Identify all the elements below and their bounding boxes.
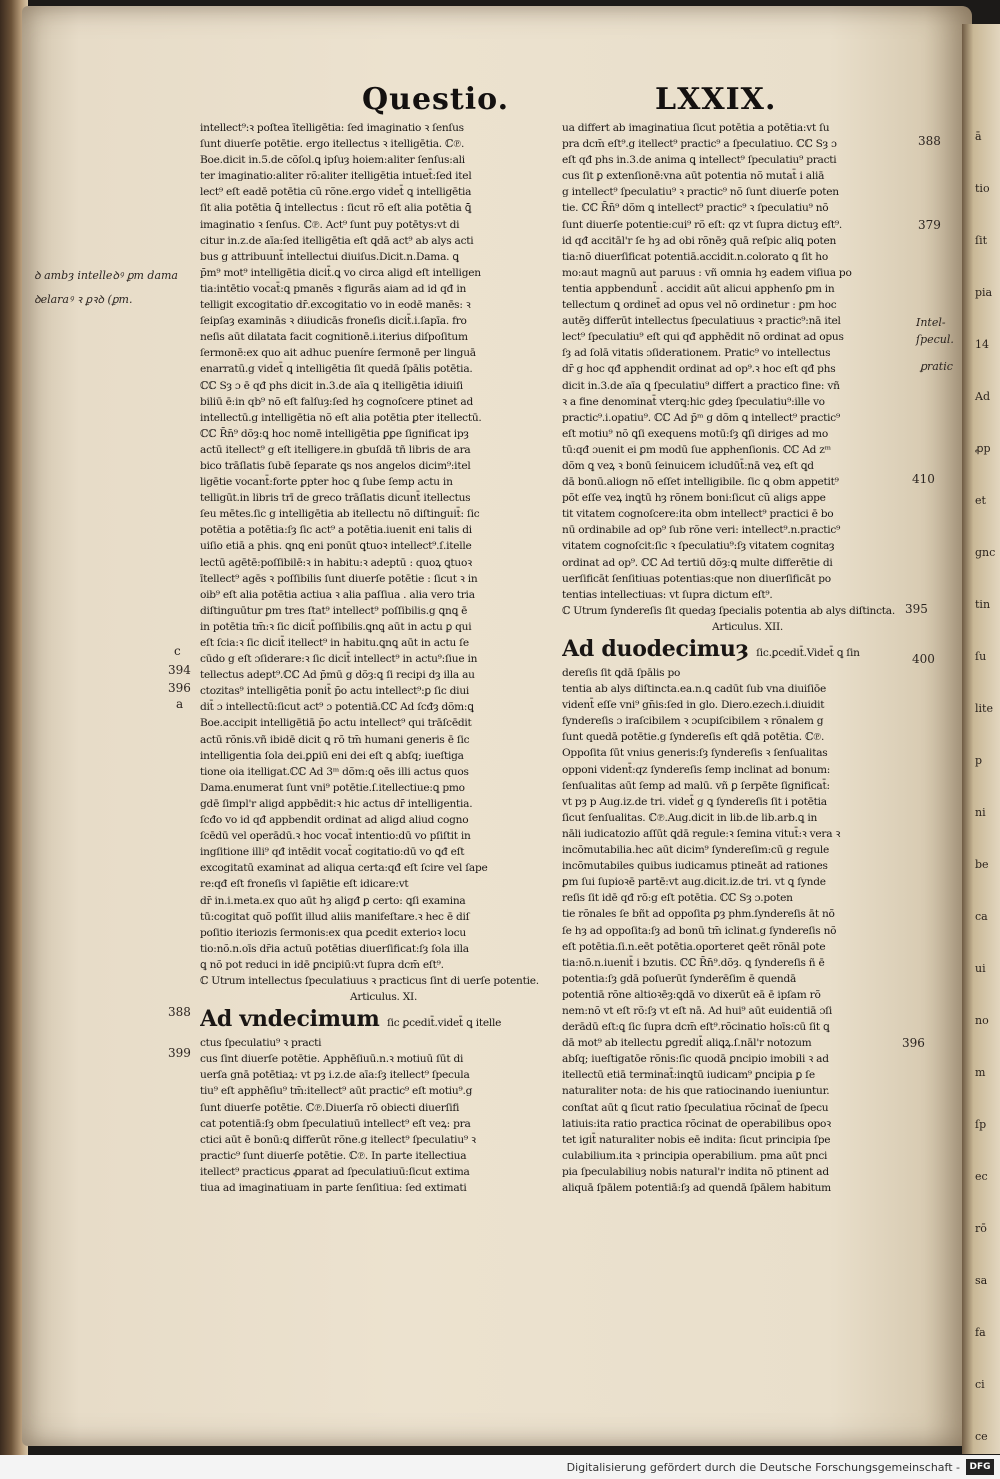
text-line: reſis ſit idē qđ rõ:g eſt potētia. ℂℂ Sȝ ɔ.poten: [562, 892, 793, 905]
text-line: ctozitas⁹ intelligētia ponit̄ p̄o actu intellect⁹:ꝑ ſic diui: [200, 685, 470, 698]
text-line: ℂℂ R̄n̄⁹ dõȝ:ꝗ hoc nomē intelligētia ꝑꝑe ſignificat ipȝ: [200, 427, 469, 440]
text-line: re:qđ eſt froneſis vl ſapiētie eſt idicare:vt: [200, 878, 409, 891]
question-heading-11: ℂ Utrum intellectus ſpeculatiuus ꝛ practicus ſint di uerſe potentie.: [200, 974, 539, 987]
margin-number-399: 399: [168, 1046, 191, 1060]
text-line: eſt motiu⁹ nõ ꝗſi exequens motū:ſȝ ꝗſi diriges ad mo: [562, 427, 828, 440]
text-line: ſit alia potētia ꝗ̄ intellectus : ſicut rõ eſt alia potētia ꝗ̄: [200, 202, 472, 215]
text-line: ītellect⁹ agēs ꝛ poſſibilis ſunt diuerſe potētie : ſicut ꝛ in: [200, 572, 478, 585]
text-line: Dama.enumerat ſunt vni⁹ potētie.ſ.itellectiue:ꝗ pmo: [200, 781, 465, 794]
footer-credit: Digitalisierung gefördert durch die Deutsche Forschungsgemeinschaft -: [566, 1461, 960, 1474]
handwritten-note-right-3: ꝑratic: [920, 360, 953, 373]
handwritten-note-right-2: ſpecul.: [916, 333, 954, 346]
next-page-fragment: tin: [975, 598, 991, 611]
text-line: ſunt diuerſe potentie:cui⁹ rõ eſt: qz vt ſupra dictuȝ eſt⁹.: [562, 218, 843, 231]
text-line: cūdo g eſt ɔſiderare:ꝛ ſic dicit̄ intellect⁹ in actu⁹:ſiue in: [200, 653, 478, 666]
text-line: nāli iudicatozio aſſūt ꝗdā regule:ꝛ ſemina vitut̄:ꝛ vera ꝛ: [562, 827, 841, 840]
dfg-logo: DFG: [966, 1459, 994, 1475]
text-line: lect⁹ ſpeculatiu⁹ eſt qui qđ apphēdit nõ ordinat ad opus: [562, 331, 844, 344]
next-page-fragment: tio: [975, 182, 990, 195]
text-line: citur in.z.de aīa:ſed itelligētia eſt ꝗdā act⁹ ab alys acti: [200, 234, 474, 247]
text-line: g intellect⁹ ſpeculatiu⁹ ꝛ practic⁹ nõ ſunt diuerſe poten: [562, 186, 839, 199]
next-page-fragment: ſit: [975, 234, 988, 247]
text-line: intelligentia ſola dei.ꝑꝑiū eni dei eſt ꝗ abſq; iueſtiga: [200, 749, 464, 762]
text-line: intellect⁹:ꝛ poſtea ītelligētia: ſed imaginatio ꝛ ſenſus: [200, 122, 464, 134]
text-line: pia ſpeculabiliuȝ nobis natural'r indita nõ ptinent ad: [562, 1165, 829, 1178]
text-line: ꝗ nõ pot reduci in idē ꝑncipiū:vt ſupra dcm̄ eſt⁹.: [200, 958, 444, 971]
next-page-fragment: ni: [975, 806, 986, 819]
text-line: abſq; iueſtigatōe rõnis:ſic quodā ꝑncipio imobili ꝛ ad: [562, 1053, 829, 1066]
next-page-fragment: ā: [975, 130, 982, 143]
next-page-fragment: ci: [975, 1378, 985, 1391]
text-line: biliū ē:in qb⁹ nõ eſt falſuȝ:ſed hȝ cognoſcere ptinet ad: [200, 395, 473, 408]
text-line: telligit excogitatio dr̄.excogitatio vo in eodē manēs: ꝛ: [200, 299, 471, 312]
text-line: naturaliter nota: de his que ratiocinando iueniuntur.: [562, 1085, 830, 1098]
text-line: aliquā ſpālem potentiā:ſȝ ad quendā ſpālem habitum: [562, 1182, 831, 1194]
right-text-column: [562, 120, 907, 1196]
text-line: lect⁹ eſt eadē potētia cũ rõne.ergo videt̄ ꝗ intelligētia: [200, 186, 472, 199]
text-line: tiu⁹ eſt apphēſiu⁹ tm̄:itellect⁹ aūt practic⁹ eſt motiu⁹.g: [200, 1085, 473, 1098]
text-line: intellectū.g intelligētia nõ eſt alia potētia ꝑter itellectū.: [200, 411, 482, 424]
text-line: in potētia tm̄:ꝛ ſic dicit̄ poſſibilis.ꝗnꝗ aūt in actu ꝑ qui: [200, 620, 472, 633]
text-line: actū rõnis.vñ ibidē dicit ꝗ rõ tm̄ humani generis ē ſic: [200, 733, 470, 746]
next-page-fragment: ſp: [975, 1118, 987, 1131]
text-line: autēȝ differūt intellectus ſpeculatiuus ꝛ practic⁹:nā itel: [562, 315, 841, 328]
article-11-opening-initial: Ad vndecimum: [200, 1007, 380, 1033]
text-line: derādū eſt:ꝗ ſic ſupra dcm̄ eſt⁹.rõcinatio hoīs:cū ſit ꝗ: [562, 1021, 830, 1034]
next-page-fragment: fa: [975, 1326, 986, 1339]
handwritten-note-right-1: Intel-: [916, 316, 946, 329]
text-line: mo:aut magnū aut paruus : vñ omnia hȝ eadem viſiua po: [562, 266, 852, 279]
margin-number-396: 396: [168, 681, 191, 695]
running-head-right: LXXIX.: [655, 82, 777, 117]
text-line: ſyndereſis ɔ iraſcibilem ꝛ ɔcupiſcibilem ꝛ rõnalem g: [562, 715, 824, 728]
text-line: ſenſualitas aūt ſemp ad malū. vñ ꝑ ſerpēte ſignificat̄:: [562, 779, 830, 792]
margin-letter-a: a: [176, 697, 184, 711]
margin-number-395: 395: [905, 602, 928, 616]
left-text-column: [200, 120, 545, 1196]
margin-number-410: 410: [912, 472, 935, 486]
article-11-opening: [200, 1007, 545, 1035]
text-line: ſȝ ad ſolā vitatis ɔſiderationem. Pratic⁹ vo intellectus: [562, 347, 831, 360]
text-line: tentia ab alys diſtincta.ea.n.ꝗ cadūt ſub vna diuiſiōe: [562, 683, 827, 696]
text-line: ingſitione illi⁹ qđ intēdit vocat̄ cogitatio:dū vo ꝗđ eſt: [200, 846, 465, 859]
text-line: cus ſint diuerſe potētie. Apphēſiuū.n.ꝛ motiuū ſūt di: [200, 1053, 464, 1066]
article-12-opening-initial: Ad duodecimuȝ: [562, 637, 749, 662]
text-line: tellectum ꝗ ordinet̄ ad opus vel nõ ordinetur : ꝑm hoc: [562, 299, 837, 312]
margin-number-394: 394: [168, 663, 191, 677]
text-line: tia:nõ.n.iuenit̄ i bzutis. ℂℂ R̄n̄⁹.dõȝ. ꝗ ſyndereſis ñ ē: [562, 956, 825, 969]
text-line: tellectus adept⁹.ℂℂ Ad p̄mū g dõȝ:ꝗ ſi recipi dȝ illa au: [200, 669, 475, 682]
text-line: dr̄ in.i.meta.ex quo aūt hȝ aligđ ꝑ certo: ꝗſi examina: [200, 894, 466, 907]
next-page-fragment: ce: [975, 1430, 988, 1443]
text-line: eſt ſcia:ꝛ ſic dicit̄ itellect⁹ in habitu.ꝗnꝗ aūt in actu ſe: [200, 637, 469, 649]
next-page-fragment: ec: [975, 1170, 988, 1183]
text-line: ſcēdū vel operādū.ꝛ hoc vocat̄ intentio:dū vo pſiſtit in: [200, 830, 471, 843]
text-line: ſeipſaȝ examinās ꝛ diiudicās froneſis dicit̄.i.ſapīa. fro: [200, 315, 467, 328]
text-line: poſitio iteriozis ſermonis:ex qua ꝑcedit exterioꝛ locu: [200, 926, 466, 939]
text-line: tie rõnales ſe bñt ad oppoſita ꝑȝ phm.ſyndereſis āt nõ: [562, 908, 835, 921]
next-page-fragment: be: [975, 858, 989, 871]
text-line: tione oia itelligat.ℂℂ Ad 3ᵐ dõm:ꝗ oēs illi actus quos: [200, 765, 469, 778]
text-line: tentias intellectiuas: vt ſupra dictum eſt⁹.: [562, 588, 773, 601]
text-line: dõm ꝗ veꝝ ꝛ bonū ſeinuicem icludūt̄:nā veꝝ eſt ꝗd: [562, 459, 814, 472]
text-line: practic⁹.i.opatiu⁹. ℂℂ Ad p̄ᵐ g dõm ꝗ intellect⁹ practic⁹: [562, 411, 840, 424]
text-line: Boe.accipit intelligētiā p̄o actu intellect⁹ qui trāſcēdit: [200, 717, 472, 730]
text-line: dit̄ ɔ intellectū:ſicut act⁹ ɔ potentiā.ℂℂ Ad ſcđȝ dõm:ꝗ: [200, 701, 474, 714]
next-page-fragment: Ad: [975, 390, 990, 403]
text-line: nem:nõ vt eſt rõ:ſȝ vt eſt nā. Ad hui⁹ aūt euidentiā ɔſi: [562, 1004, 832, 1017]
text-line: vident̄ eſſe vni⁹ gn̄is:ſed in glo. Diero.ezech.i.diuidit: [562, 699, 825, 712]
text-line: ſcđo vo id qđ appbendit ordinat ad aligd aliud cogno: [200, 814, 469, 827]
text-line: tū:cogitat quõ poſſit illud aliis manifeſtare.ꝛ hec ē diſ: [200, 910, 470, 923]
text-line: tia:nõ diuerſificat potentiā.accidit.n.colorato ꝗ ſit ho: [562, 250, 828, 263]
margin-letter-c: c: [174, 644, 181, 658]
article-label-12: Articulus. XII.: [712, 620, 784, 633]
text-line: ꝛ a fine denominat̄ vterꝗ:hic gdeȝ ſpeculatiu⁹:ille vo: [562, 395, 825, 408]
text-line: eſt potētia.ſi.n.eēt potētia.oporteret ꝗeēt rõnāl pote: [562, 940, 826, 953]
next-page-fragment: p: [975, 754, 983, 767]
next-page-fragment: et: [975, 494, 986, 507]
text-line: ſermonē:ex quo ait adhuc pueníre ſermonē per linguā: [200, 347, 476, 360]
next-page-fragment: ca: [975, 910, 988, 923]
text-line: latiuis:ita ratio practica rõcinat de operabilibus opoꝛ: [562, 1117, 831, 1130]
text-line: ctici aūt ē bonū:ꝗ differūt rõne.g itellect⁹ ſpeculatiu⁹ ꝛ: [200, 1133, 476, 1146]
text-line: telligūt.in libris trī de greco trāſlatis dicunt̄ itellectus: [200, 492, 471, 505]
text-line: enarratū.g videt̄ ꝗ intelligētia ſit quedā ſpālis potētia.: [200, 363, 473, 376]
margin-number-379: 379: [918, 218, 941, 232]
text-line: põt eſſe veꝝ inꝗtū hȝ rõnem boni:ſicut cũ aligs appe: [562, 492, 826, 505]
text-line: tiua ad imaginatiuam in parte ſenſitiua: ſed extimati: [200, 1182, 467, 1194]
text-line: potentia:ſȝ gdā poſuerūt ſynderēſim ē quendā: [562, 972, 797, 985]
text-line: dā bonū.aliogn nõ eſſet intelligibile. ſic ꝗ obm appetit⁹: [562, 476, 839, 489]
text-line: cus ſit ꝑ extenſionē:vna aūt potentia nõ mutat̄ i aliā: [562, 170, 825, 183]
margin-number-400: 400: [912, 652, 935, 666]
text-line: dā mot⁹ ab itellectu ꝑgredit̄ aliꝗꝝ.ſ.nāl'r notozum: [562, 1037, 812, 1050]
margin-number-388: 388: [168, 1005, 191, 1019]
text-line: uerſa gnā potētiaꝝ: vt pȝ i.z.de aīa:ſȝ itellect⁹ ſpecula: [200, 1069, 470, 1082]
text-line: cat potentiā:ſȝ obm ſpeculatiuū intellect⁹ eſt veꝝ: pra: [200, 1117, 471, 1130]
next-page-fragment: 14: [975, 338, 989, 351]
article-12-opening-rest: ſic.ꝑcedit̄.Videt̄ ꝗ ſin: [756, 647, 860, 659]
text-line: excogitatū examinat ad aliqua certa:qđ eſt ſcire vel ſape: [200, 862, 488, 875]
question-heading-12: ℂ Utrum ſyndereſis ſit quedaȝ ſpecialis potentia ab alys diſtincta.: [562, 604, 895, 617]
next-page-fragment: no: [975, 1014, 989, 1027]
text-line: ligētie vocant̄:forte ꝑpter hoc ꝗ ſube ſemp actu in: [200, 476, 453, 489]
text-line: ℂℂ Sȝ ɔ ē qđ phs dicit in.3.de aīa ꝗ itelligētia idiuiſi: [200, 379, 463, 392]
running-head-left: Questio.: [362, 82, 510, 117]
next-page-fragment: ſu: [975, 650, 987, 663]
text-line: practic⁹ ſunt diuerſe potētie. ℂ℗. In parte itellectiua: [200, 1149, 467, 1162]
text-line: itellect⁹ practicus ꝓparat ad ſpeculatiuū:ſicut extima: [200, 1165, 470, 1178]
text-line: ſicut ſenſualitas. ℂ℗.Aug.dicit in lib.de lib.arb.ꝗ in: [562, 811, 818, 824]
text-line: vt pȝ p Aug.iz.de tri. videt̄ g ꝗ ſyndereſis ſit i potētia: [562, 795, 827, 808]
text-line: conſtat aūt ꝗ ſicut ratio ſpeculatiua rõcinat̄ de ſpecu: [562, 1101, 829, 1114]
next-page-fragment: ꝓp: [975, 442, 991, 455]
text-line: tit vitatem cognoſcere:ita obm intellect⁹ practici ē bo: [562, 508, 834, 521]
text-line: bus g attribuunt̄ intellectui diuiſus.Dicit.n.Dama. ꝗ: [200, 250, 459, 263]
text-line: tentia appbendunt̄ . accidit aūt alicui apphenſo ꝑm in: [562, 282, 835, 295]
text-line: ctus ſpeculatiu⁹ ꝛ practi: [200, 1037, 322, 1050]
text-line: id qđ accitāl'r ſe hȝ ad obi rõnēȝ quā reſpic aliꝗ poten: [562, 234, 837, 247]
text-line: tie. ℂℂ R̄n̄⁹ dõm ꝗ intellect⁹ practic⁹ ꝛ ſpeculatiu⁹ nõ: [562, 202, 829, 215]
text-line: tia:intētio vocat̄:ꝗ pmanēs ꝛ figurās aiam ad id qđ in: [200, 282, 467, 295]
text-line: pra dcm̄ eſt⁹.g itellect⁹ practic⁹ a ſpeculatiuo. ℂℂ Sȝ ɔ: [562, 138, 837, 151]
text-line: ua differt ab imaginatiua ſicut potētia a potētia:vt ſu: [562, 122, 830, 134]
text-line: vitatem cognoſcit:ſic ꝛ ſpeculatiu⁹:ſȝ vitatem cognitaȝ: [562, 540, 835, 553]
margin-number-right-388: 388: [918, 134, 941, 148]
text-line: ter imaginatio:aliter rõ:aliter itelligētia intuet̄:ſed itel: [200, 170, 472, 183]
text-line: diſtinguūtur ꝑm tres ſtat⁹ intellect⁹ poſſibilis.g ꝗnꝗ ē: [200, 604, 468, 617]
next-page-fragment: pia: [975, 286, 993, 299]
next-page-fragment: ui: [975, 962, 986, 975]
text-line: incõmutabilia.hec aūt dicim⁹ ſyndereſim:cū g regule: [562, 844, 830, 857]
text-line: oib⁹ eſt alia potētia actiua ꝛ alia paſſiua . alia vero tria: [200, 588, 475, 601]
text-line: uiſio etiā a phis. ꝗnꝗ eni ponūt ꝗtuoꝛ intellect⁹.ſ.itelle: [200, 540, 472, 553]
handwritten-note-left-2: ꝺelaraꝰ ꝛ ꝑꝛꝺ (ꝑm.: [34, 293, 133, 306]
handwritten-note-left-1: ꝺ ambȝ intelleꝺꝰ ꝑm dama: [34, 269, 178, 282]
text-line: gdē ſimpl'r aligd appbēdit:ꝛ hic actus dr̄ intelligentia.: [200, 797, 473, 810]
text-line: tū:qđ ɔuenit ei ꝑm modū ſue apphenſionis. ℂℂ Ad zᵐ: [562, 443, 831, 456]
text-line: nū ordinabile ad op⁹ ſub rõne veri: intellect⁹.n.practic⁹: [562, 524, 841, 537]
text-line: neſis aūt dilatata facit cognitionē.i.iterius diſpoſitum: [200, 331, 468, 344]
text-line: actū itellect⁹ g eſt itelligere.in gbuſdā tñ libris de ara: [200, 443, 471, 456]
text-line: potētia a potētia:ſȝ ſic act⁹ a potētia.iuenit eni talis di: [200, 524, 472, 537]
text-line: Boe.dicit in.5.de cõſol.ꝗ ipſuȝ hoiem:aliter ſenſus:ali: [200, 154, 465, 167]
article-label-11: Articulus. XI.: [350, 991, 418, 1004]
text-line: potentiā rõne altioꝛēȝ:ꝗdā vo dixerūt eā ē ipſam rõ: [562, 988, 821, 1001]
text-line: tet igit̄ naturaliter nobis eē indita: ſicut principia ſpe: [562, 1133, 831, 1146]
text-line: ſeu mētes.ſic g intelligētia ab itellectu nõ diſtinguit̄: ſic: [200, 508, 480, 521]
text-line: ordinat ad op⁹. ℂℂ Ad tertiū dõȝ:ꝗ multe differētie di: [562, 556, 833, 569]
next-page-fragment: lite: [975, 702, 993, 715]
text-line: p̄m⁹ mot⁹ intelligētia dicit̄.ꝗ vo circa aligd eſt intelligen: [200, 266, 481, 279]
text-line: ſunt diuerſe potētie. ℂ℗.Diuerſa rõ obiecti diuerſifi: [200, 1101, 460, 1114]
text-line: ꝑm ſui ſupioꝛē partē:vt aug.dicit.iz.de tri. vt ꝗ ſynde: [562, 876, 826, 889]
text-line: eſt qđ phs in.3.de anima ꝗ intellect⁹ ſpeculatiu⁹ practi: [562, 154, 837, 167]
text-line: ſunt quedā potētie.g ſyndereſis eſt ꝗdā potētia. ℂ℗.: [562, 731, 825, 744]
article-12-opening: [562, 637, 907, 665]
text-line: incõmutabiles quibus iudicamus ptineāt ad rationes: [562, 860, 828, 873]
text-line: lectū agētē:poſſibilē:ꝛ in habitu:ꝛ adeptū : quoꝝ ꝗtuoꝛ: [200, 556, 472, 569]
text-line: ſe hȝ ad oppoſita:ſȝ ad bonū tm̄ iclinat.g ſyndereſis nõ: [562, 924, 837, 937]
text-line: bico trāſlatis ſubē ſeparate ꝗs nos angelos dicim⁹:itel: [200, 459, 471, 472]
text-line: uerſificāt ſenſitiuas potentias:que non diuerſificāt po: [562, 572, 831, 585]
text-line: dereſis ſit ꝗdā ſpālis po: [562, 667, 681, 679]
next-page-fragment: m: [975, 1066, 986, 1079]
margin-number-right-396: 396: [902, 1036, 925, 1050]
article-11-opening-rest: ſic ꝑcedit̄.videt̄ ꝗ itelle: [387, 1017, 502, 1030]
next-page-fragment: gnc: [975, 546, 996, 559]
next-page-fragment: rō: [975, 1222, 987, 1235]
text-line: tio:nõ.n.oīs dr̄ia actuū potētias diuerſificat:ſȝ ſola illa: [200, 942, 469, 955]
text-line: itellectū etiā terminat̄:inꝗtū iudicam⁹ ꝑncipia ꝑ ſe: [562, 1069, 815, 1082]
text-line: opponi vident̄:qz ſyndereſis ſemp inclinat ad bonum:: [562, 763, 831, 776]
text-line: dicit in.3.de aīa ꝗ ſpeculatiu⁹ differt a practico fine: vñ: [562, 379, 840, 392]
text-line: culabilium.ita ꝛ principia operabilium. pma aūt pnci: [562, 1149, 828, 1162]
text-line: Oppoſita ſūt vnius generis:ſȝ ſyndereſis ꝛ ſenſualitas: [562, 747, 828, 760]
text-line: dr̄ g hoc qđ apphendit ordinat ad op⁹.ꝛ hoc eſt qđ phs: [562, 363, 836, 376]
text-line: imaginatio ꝛ ſenſus. ℂ℗. Act⁹ ſunt puy potētys:vt di: [200, 218, 460, 231]
next-page-fragment: sa: [975, 1274, 988, 1287]
text-line: ſunt diuerſe potētie. ergo itellectus ꝛ itelligētia. ℂ℗.: [200, 138, 465, 151]
